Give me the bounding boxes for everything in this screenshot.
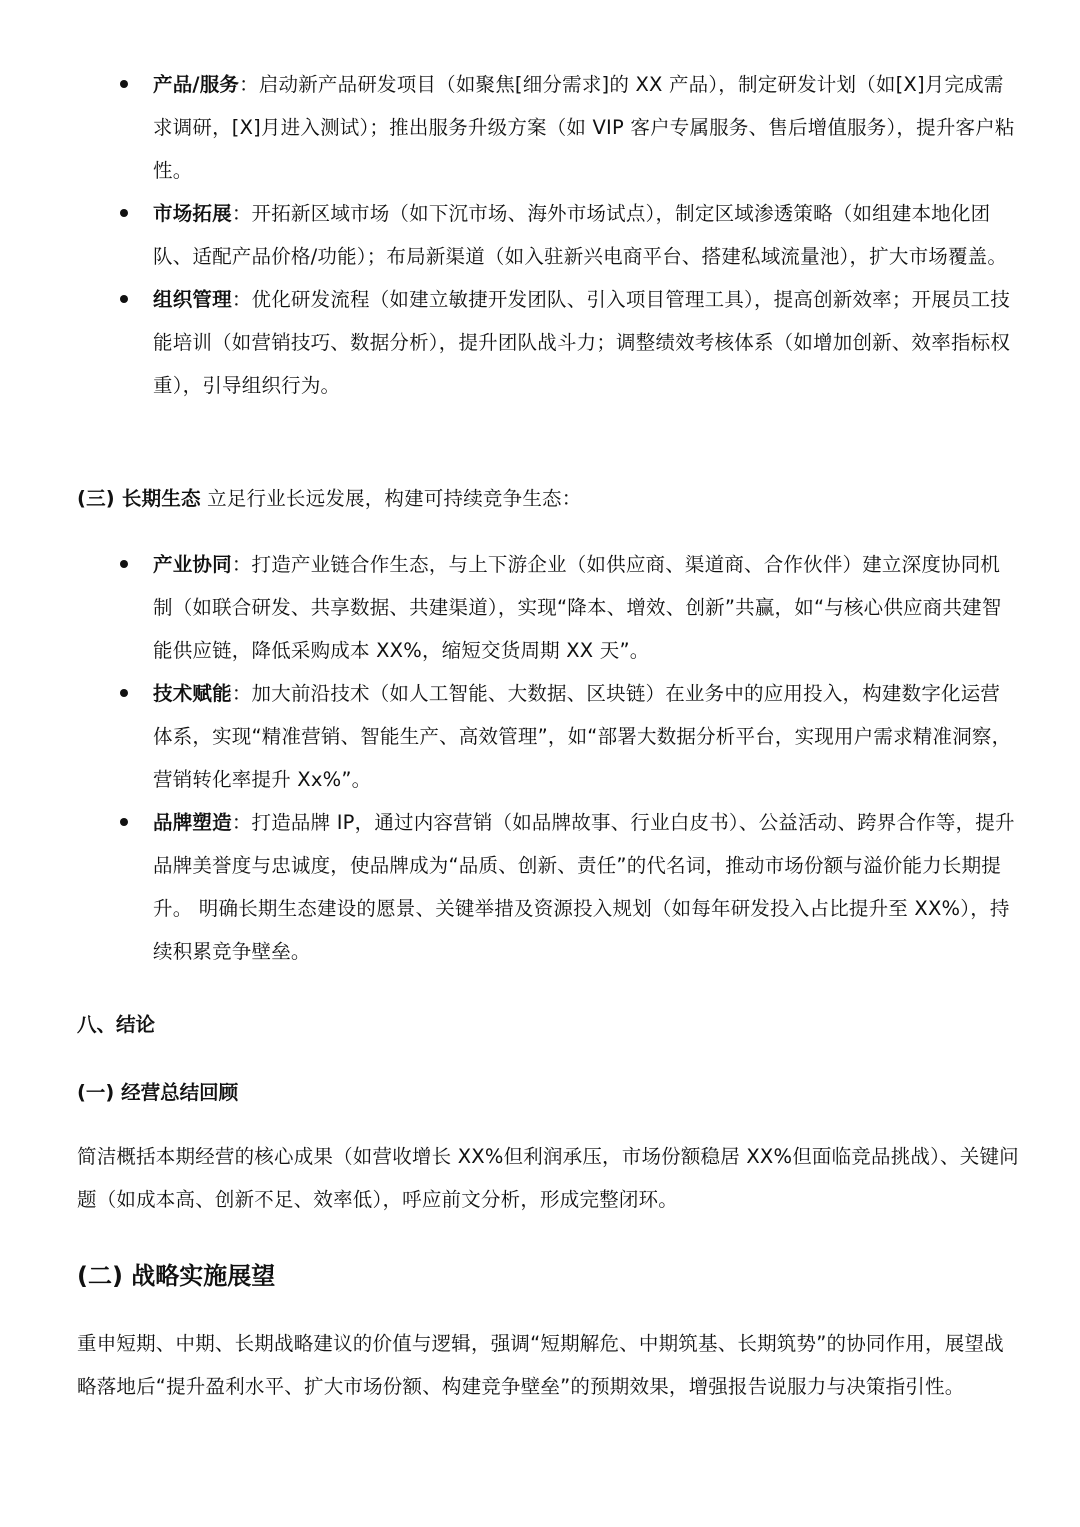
list-item-term: 组织管理 <box>153 288 232 311</box>
section-heading-conclusion: 八、结论 <box>77 1013 156 1036</box>
list-item-product-service <box>118 63 1018 192</box>
list-item-term: 市场拓展 <box>153 202 232 225</box>
list-item-brand-building <box>118 801 1018 973</box>
list-item-text: ：加大前沿技术（如人工智能、大数据、区块链）在业务中的应用投入，构建数字化运营体系，实现“精准营销、智能生产、高效管理”，如“部署大数据分析平台，实现用户需求精准洞察，营销转化率提升 Xx%”。 <box>153 682 1012 791</box>
list-item-tech-empowerment <box>118 672 1018 801</box>
list-item-term: 产品/服务 <box>153 73 240 96</box>
bullet-icon <box>120 209 128 217</box>
list-item-text: ：优化研发流程（如建立敏捷开发团队、引入项目管理工具），提高创新效率；开展员工技能培训（如营销技巧、数据分析），提升团队战斗力；调整绩效考核体系（如增加创新、效率指标权重），引导组织行为。 <box>153 288 1011 397</box>
bullet-icon <box>120 560 128 568</box>
section-heading-long-term: (三) 长期生态 <box>77 487 201 510</box>
list-item-term: 技术赋能 <box>153 682 232 705</box>
list-item-organization <box>118 278 1018 407</box>
section-long-term-intro <box>77 477 1022 520</box>
summary-paragraph: 简洁概括本期经营的核心成果（如营收增长 XX%但利润承压，市场份额稳居 XX%但面临竞品挑战）、关键问题（如成本高、创新不足、效率低），呼应前文分析，形成完整闭环。 <box>77 1145 1019 1211</box>
bullet-icon <box>120 689 128 697</box>
list-item-industry-synergy <box>118 543 1018 672</box>
list-item-market-expansion <box>118 192 1018 278</box>
bullet-icon <box>120 818 128 826</box>
section-lead-text: 立足行业长远发展，构建可持续竞争生态： <box>200 487 582 510</box>
list-item-term: 品牌塑造 <box>153 811 232 834</box>
outlook-paragraph: 重申短期、中期、长期战略建议的价值与逻辑，强调“短期解危、中期筑基、长期筑势”的协同作用，展望战略落地后“提升盈利水平、扩大市场份额、构建竞争壁垒”的预期效果，增强报告说服力与决策指引性。 <box>77 1332 1004 1398</box>
bullet-icon <box>120 295 128 303</box>
list-item-term: 产业协同 <box>153 553 232 576</box>
bullet-icon <box>120 80 128 88</box>
list-item-text: ：打造品牌 IP，通过内容营销（如品牌故事、行业白皮书）、公益活动、跨界合作等，提升品牌美誉度与忠诚度，使品牌成为“品质、创新、责任”的代名词，推动市场份额与溢价能力长期提升。 明确长期生态建设的愿景、关键举措及资源投入规划（如每年研发投入占比提升至 XX%），持续积累竞争壁垒。 <box>153 811 1015 963</box>
subsection-heading-outlook: (二) 战略实施展望 <box>77 1262 276 1290</box>
list-item-text: ：打造产业链合作生态，与上下游企业（如供应商、渠道商、合作伙伴）建立深度协同机制（如联合研发、共享数据、共建渠道），实现“降本、增效、创新”共赢，如“与核心供应商共建智能供应链，降低采购成本 XX%，缩短交货周期 XX 天”。 <box>153 553 1002 662</box>
list-item-text: ：开拓新区域市场（如下沉市场、海外市场试点），制定区域渗透策略（如组建本地化团队、适配产品价格/功能）；布局新渠道（如入驻新兴电商平台、搭建私域流量池），扩大市场覆盖。 <box>153 202 1008 268</box>
subsection-heading-summary: (一) 经营总结回顾 <box>77 1081 239 1104</box>
list-item-text: ：启动新产品研发项目（如聚焦[细分需求]的 XX 产品），制定研发计划（如[X]月完成需求调研，[X]月进入测试）；推出服务升级方案（如 VIP 客户专属服务、售后增值服务），提升客户粘性。 <box>153 73 1015 182</box>
long-term-ecosystem-list <box>118 543 1018 973</box>
mid-term-measures-list <box>118 63 1018 407</box>
